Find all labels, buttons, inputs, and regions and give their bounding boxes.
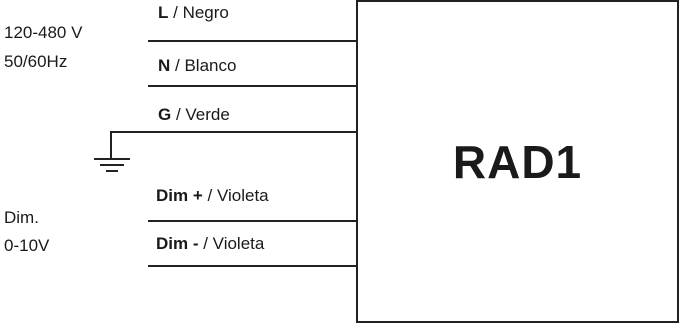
wire-color: Verde	[185, 105, 230, 124]
wire-separator: /	[171, 105, 186, 124]
supply-frequency: 50/60Hz	[4, 52, 68, 71]
wire-line-dim-plus	[148, 220, 358, 222]
dimming-label: Dim.	[4, 208, 39, 227]
wire-line-g	[110, 131, 358, 133]
wire-code: L	[158, 3, 169, 22]
wire-label-n	[158, 56, 236, 76]
wire-code: G	[158, 105, 172, 124]
wire-color: Negro	[182, 3, 229, 22]
wire-color: Violeta	[212, 234, 265, 253]
wire-code: Dim -	[156, 234, 199, 253]
wire-line-l	[148, 40, 358, 42]
wire-code: Dim +	[156, 186, 203, 205]
supply-voltage: 120-480 V	[4, 23, 83, 42]
wire-label-dim-minus	[156, 234, 264, 254]
ground-icon	[90, 156, 134, 176]
device-name: RAD1	[452, 135, 583, 188]
wire-separator: /	[198, 234, 213, 253]
wire-code: N	[158, 56, 171, 75]
wire-label-g	[158, 105, 230, 125]
wire-separator: /	[202, 186, 217, 205]
wire-line-dim-minus	[148, 265, 358, 267]
device-box	[356, 0, 679, 323]
wire-label-l	[158, 3, 229, 23]
wire-separator: /	[170, 56, 185, 75]
wire-line-n	[148, 85, 358, 87]
wire-color: Violeta	[216, 186, 269, 205]
wire-label-dim-plus	[156, 186, 269, 206]
dimming-range: 0-10V	[4, 236, 50, 255]
ground-drop-line	[110, 131, 112, 159]
wire-separator: /	[168, 3, 183, 22]
wire-color: Blanco	[184, 56, 237, 75]
